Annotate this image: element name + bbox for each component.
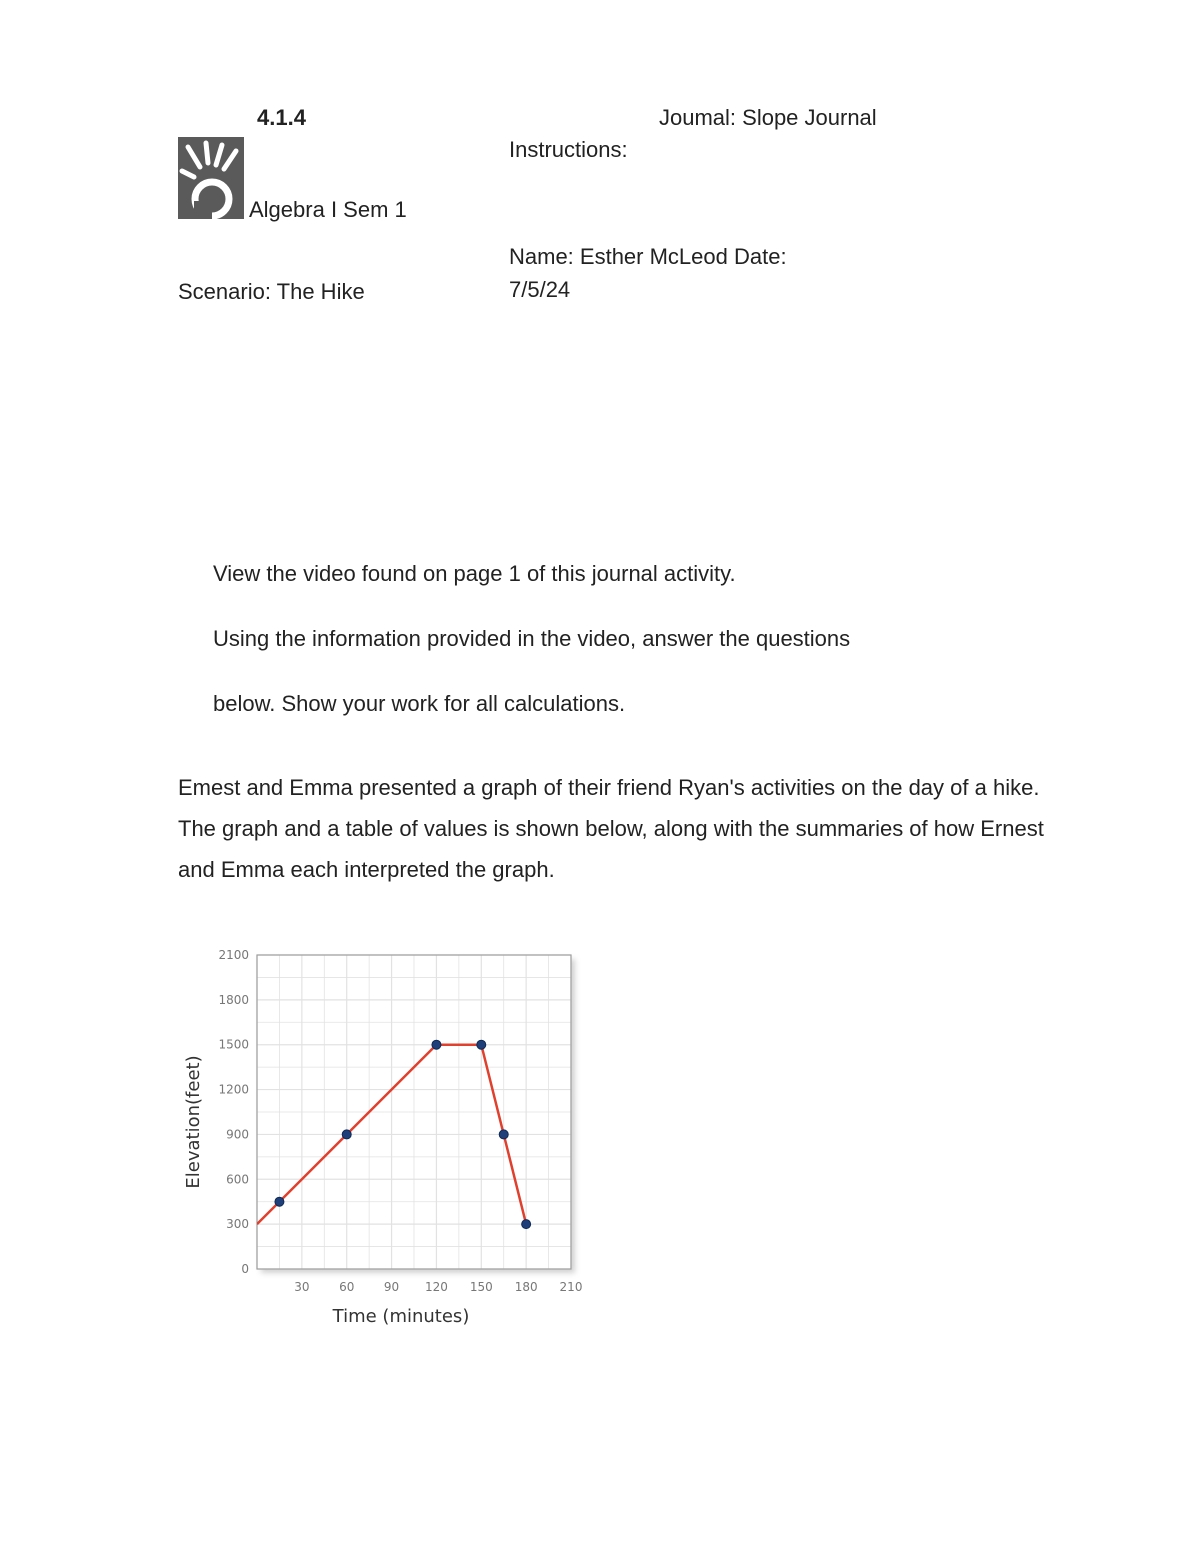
name-date-line: Name: Esther McLeod Date: [509, 244, 787, 269]
y-tick-label: 300 [226, 1217, 249, 1232]
x-tick-label: 60 [339, 1280, 355, 1294]
data-point [522, 1220, 531, 1229]
journal-title: Joumal: Slope Journal [659, 105, 877, 130]
y-axis-label: Elevation(feet) [183, 1055, 204, 1189]
y-tick-label: 900 [226, 1127, 249, 1142]
data-point [477, 1040, 486, 1049]
x-tick-label: 210 [559, 1280, 583, 1294]
scenario-title: Scenario: The Hike [178, 279, 365, 304]
y-tick-label: 600 [226, 1172, 249, 1187]
instructions-label: Instructions: [509, 137, 628, 162]
x-tick-label: 30 [294, 1280, 310, 1294]
data-point [342, 1130, 351, 1139]
y-tick-label: 1500 [218, 1037, 249, 1052]
data-point [275, 1197, 284, 1206]
instruction-line-3: below. Show your work for all calculations. [213, 691, 626, 716]
instruction-line-2: Using the information provided in the video, answer the questions [213, 626, 851, 651]
x-tick-label: 120 [424, 1280, 448, 1294]
scenario-paragraph: Emest and Emma presented a graph of their friend Ryan's activities on the day of a hike. The graph and a table of values is shown below, along with the summaries of how Ernest and Emma each interpreted the graph. [178, 775, 1044, 882]
x-tick-label: 150 [469, 1280, 493, 1294]
y-tick-label: 2100 [218, 948, 249, 962]
date-value: 7/5/24 [509, 277, 571, 302]
x-axis-label: Time (minutes) [332, 1306, 470, 1327]
course-logo-icon [178, 137, 244, 219]
y-tick-label: 0 [241, 1262, 249, 1276]
course-name: Algebra I Sem 1 [249, 197, 407, 222]
data-point [432, 1040, 441, 1049]
instruction-line-1: View the video found on page 1 of this journal activity. [213, 561, 736, 586]
x-tick-label: 180 [514, 1280, 538, 1294]
y-tick-label: 1200 [218, 1082, 249, 1097]
x-tick-label: 90 [383, 1280, 400, 1294]
y-tick-label: 1800 [218, 992, 249, 1007]
lesson-number: 4.1.4 [257, 105, 306, 130]
elevation-chart [175, 935, 605, 1335]
data-point [499, 1130, 508, 1139]
